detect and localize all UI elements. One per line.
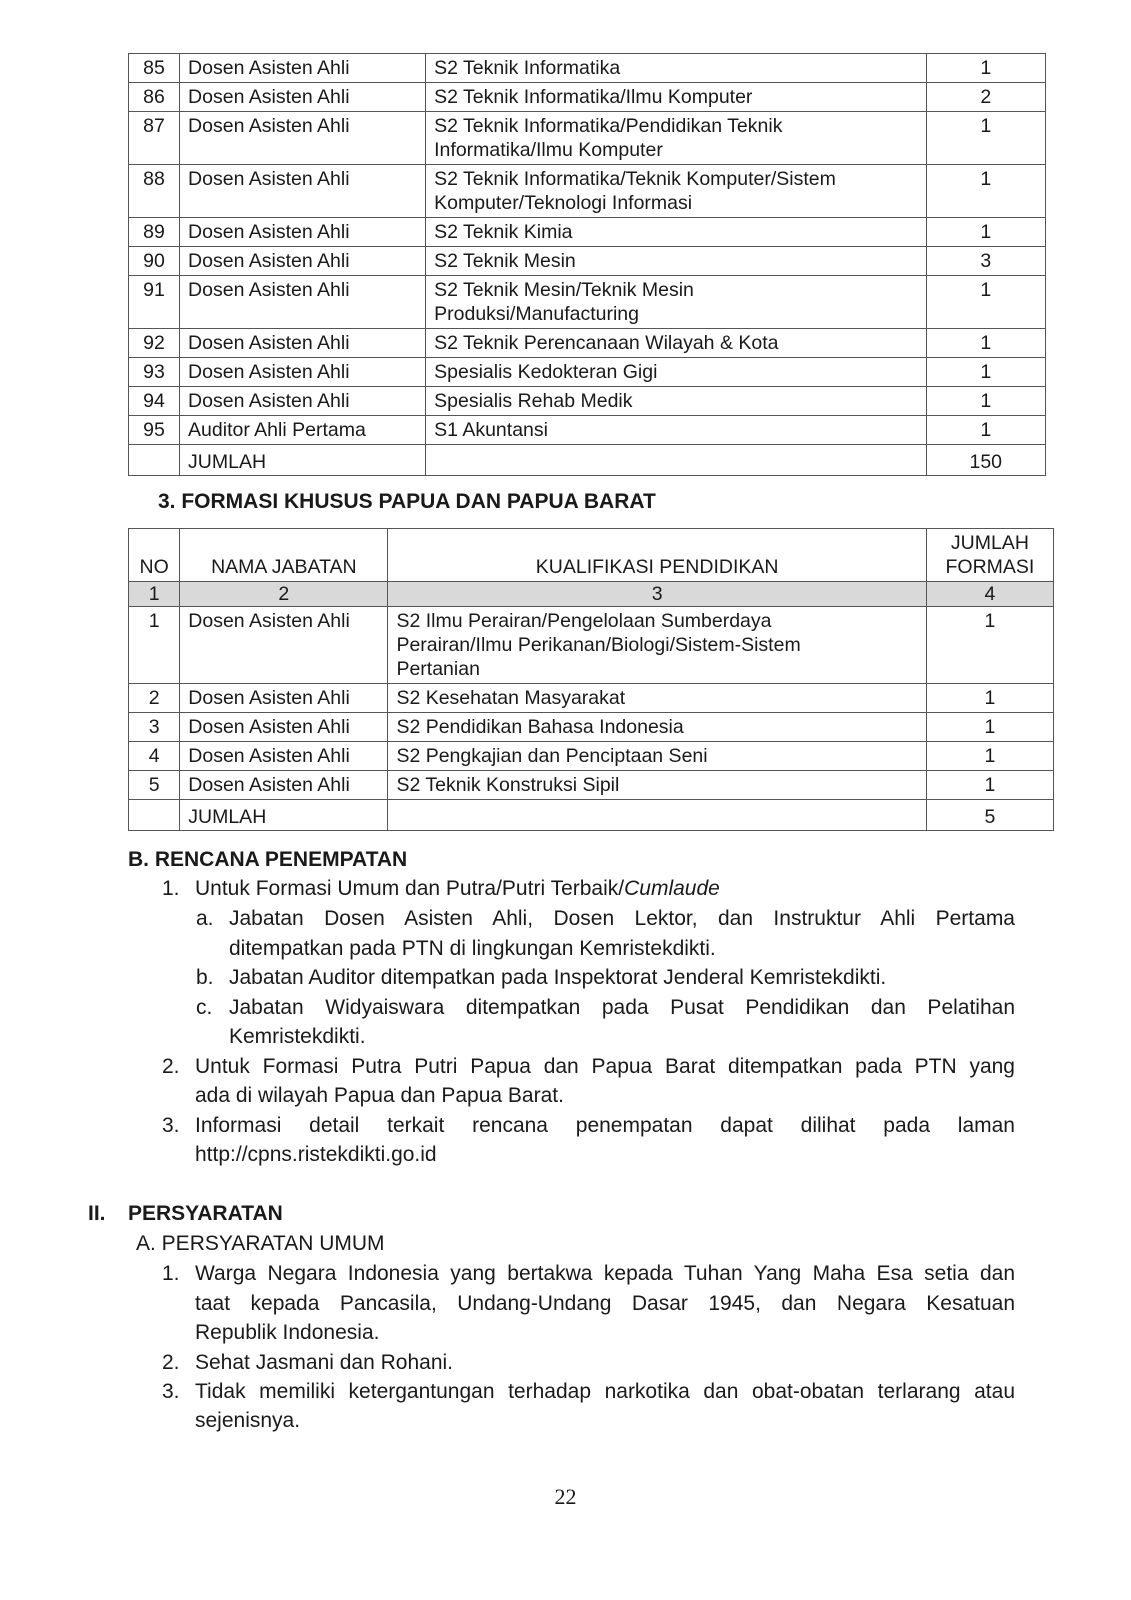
row-jabatan: Dosen Asisten Ahli — [180, 684, 388, 713]
total-value: 5 — [926, 800, 1053, 831]
row-jumlah: 1 — [926, 276, 1046, 329]
kualifikasi-line: S2 Teknik Mesin — [434, 250, 576, 272]
row-kualifikasi — [426, 276, 926, 329]
row-jabatan: Auditor Ahli Pertama — [180, 416, 426, 445]
table-row — [129, 83, 1046, 112]
row-jumlah: 1 — [926, 416, 1046, 445]
header-no: NO — [129, 529, 180, 582]
row-jabatan: Dosen Asisten Ahli — [180, 276, 426, 329]
row-kualifikasi — [388, 684, 926, 713]
page-number: 22 — [554, 1484, 577, 1509]
column-number: 2 — [180, 582, 388, 607]
placement-item-3-url: http://cpns.ristekdikti.go.id — [195, 1143, 437, 1166]
total-empty-cell — [426, 445, 926, 476]
section-3-title: 3. FORMASI KHUSUS PAPUA DAN PAPUA BARAT — [158, 490, 656, 513]
sub-item-b: Jabatan Auditor ditempatkan pada Inspektorat Jenderal Kemristekdikti. — [229, 966, 887, 989]
row-number: 88 — [129, 165, 180, 218]
row-jabatan: Dosen Asisten Ahli — [180, 607, 388, 684]
total-no-cell — [129, 445, 180, 476]
section-ii-heading: PERSYARATAN — [128, 1202, 283, 1225]
table-row — [129, 276, 1046, 329]
column-number: 3 — [388, 582, 926, 607]
row-jabatan: Dosen Asisten Ahli — [180, 713, 388, 742]
table-row — [129, 165, 1046, 218]
row-kualifikasi — [426, 83, 926, 112]
list-number: 1. — [162, 1262, 180, 1285]
column-number-row — [129, 582, 1054, 607]
total-label: JUMLAH — [180, 800, 388, 831]
row-jumlah: 1 — [926, 387, 1046, 416]
row-jumlah: 1 — [926, 742, 1053, 771]
row-jumlah: 1 — [926, 713, 1053, 742]
row-number: 5 — [129, 771, 180, 800]
row-kualifikasi — [426, 387, 926, 416]
total-row — [129, 445, 1046, 476]
kualifikasi-line: S2 Pengkajian dan Penciptaan Seni — [396, 745, 708, 767]
formation-table-continued — [128, 53, 1046, 476]
requirement-3-line1: Tidak memiliki ketergantungan terhadap narkotika dan obat-obatan terlarang atau — [195, 1380, 1015, 1403]
placement-item-1-italic: Cumlaude — [624, 877, 720, 900]
row-number: 94 — [129, 387, 180, 416]
row-kualifikasi — [388, 607, 926, 684]
kualifikasi-line: S2 Teknik Kimia — [434, 221, 573, 243]
row-jabatan: Dosen Asisten Ahli — [180, 742, 388, 771]
row-number: 85 — [129, 54, 180, 83]
row-kualifikasi — [426, 218, 926, 247]
header-jumlah-line2: FORMASI — [945, 556, 1035, 578]
row-jumlah: 1 — [926, 329, 1046, 358]
row-jabatan: Dosen Asisten Ahli — [180, 83, 426, 112]
row-jumlah: 1 — [926, 165, 1046, 218]
papua-formation-table — [128, 528, 1054, 831]
row-jumlah: 2 — [926, 83, 1046, 112]
kualifikasi-line: S2 Kesehatan Masyarakat — [396, 687, 626, 709]
kualifikasi-line: S2 Ilmu Perairan/Pengelolaan Sumberdaya — [396, 610, 772, 632]
row-kualifikasi — [388, 742, 926, 771]
row-jumlah: 1 — [926, 218, 1046, 247]
requirement-1-line2: taat kepada Pancasila, Undang-Undang Dasar 1945, dan Negara Kesatuan — [195, 1292, 1015, 1315]
list-number: 2. — [162, 1055, 180, 1078]
placement-item-3-line1: Informasi detail terkait rencana penempatan dapat dilihat pada laman — [195, 1114, 1015, 1137]
row-jabatan: Dosen Asisten Ahli — [180, 165, 426, 218]
row-number: 89 — [129, 218, 180, 247]
kualifikasi-line: S1 Akuntansi — [434, 419, 548, 441]
row-jumlah: 1 — [926, 771, 1053, 800]
requirement-1-line3: Republik Indonesia. — [195, 1321, 380, 1344]
row-number: 92 — [129, 329, 180, 358]
requirement-1-line1: Warga Negara Indonesia yang bertakwa kepada Tuhan Yang Maha Esa setia dan — [195, 1262, 1015, 1285]
section-a-subheading: A. PERSYARATAN UMUM — [136, 1232, 385, 1255]
row-jabatan: Dosen Asisten Ahli — [180, 771, 388, 800]
row-kualifikasi — [426, 416, 926, 445]
table-row — [129, 329, 1046, 358]
row-number: 90 — [129, 247, 180, 276]
table-row — [129, 387, 1046, 416]
placement-item-1 — [195, 874, 720, 904]
total-label: JUMLAH — [180, 445, 426, 476]
column-number: 1 — [129, 582, 180, 607]
row-jumlah: 1 — [926, 607, 1053, 684]
row-jumlah: 1 — [926, 684, 1053, 713]
section-b-heading: B. RENCANA PENEMPATAN — [128, 848, 408, 871]
header-jabatan: NAMA JABATAN — [180, 529, 388, 582]
row-number: 4 — [129, 742, 180, 771]
section-ii-numeral: II. — [88, 1202, 106, 1225]
kualifikasi-line: Informatika/Ilmu Komputer — [434, 139, 663, 161]
table-row — [129, 54, 1046, 83]
row-kualifikasi — [388, 713, 926, 742]
list-number: 3. — [162, 1114, 180, 1137]
kualifikasi-line: Spesialis Kedokteran Gigi — [434, 361, 658, 383]
row-jumlah: 1 — [926, 358, 1046, 387]
table-row — [129, 416, 1046, 445]
placement-item-2-line2: ada di wilayah Papua dan Papua Barat. — [195, 1084, 564, 1107]
placement-item-1-text: Untuk Formasi Umum dan Putra/Putri Terbaik/ — [195, 877, 625, 900]
table-row — [129, 247, 1046, 276]
table-row — [129, 684, 1054, 713]
list-letter: b. — [196, 966, 214, 989]
table-row — [129, 607, 1054, 684]
list-letter: c. — [196, 996, 213, 1019]
kualifikasi-line: S2 Pendidikan Bahasa Indonesia — [396, 716, 684, 738]
kualifikasi-line: S2 Teknik Mesin/Teknik Mesin — [434, 279, 694, 301]
table-row — [129, 713, 1054, 742]
total-row — [129, 800, 1054, 831]
row-number: 91 — [129, 276, 180, 329]
row-kualifikasi — [426, 247, 926, 276]
row-jumlah: 1 — [926, 112, 1046, 165]
sub-item-a-line1: Jabatan Dosen Asisten Ahli, Dosen Lektor, dan Instruktur Ahli Pertama — [229, 907, 1015, 930]
row-number: 93 — [129, 358, 180, 387]
total-no-cell — [129, 800, 180, 831]
row-jabatan: Dosen Asisten Ahli — [180, 112, 426, 165]
header-kualifikasi: KUALIFIKASI PENDIDIKAN — [388, 529, 926, 582]
total-value: 150 — [926, 445, 1046, 476]
row-jabatan: Dosen Asisten Ahli — [180, 358, 426, 387]
row-kualifikasi — [426, 112, 926, 165]
row-kualifikasi — [426, 358, 926, 387]
kualifikasi-line: Produksi/Manufacturing — [434, 303, 639, 325]
row-kualifikasi — [426, 54, 926, 83]
row-number: 87 — [129, 112, 180, 165]
table-row — [129, 112, 1046, 165]
row-jabatan: Dosen Asisten Ahli — [180, 218, 426, 247]
kualifikasi-line: S2 Teknik Informatika/Ilmu Komputer — [434, 86, 753, 108]
row-jabatan: Dosen Asisten Ahli — [180, 329, 426, 358]
list-number: 1. — [162, 877, 180, 900]
sub-item-a-line2: ditempatkan pada PTN di lingkungan Kemristekdikti. — [229, 937, 716, 960]
kualifikasi-line: Komputer/Teknologi Informasi — [434, 192, 693, 214]
row-jumlah: 1 — [926, 54, 1046, 83]
row-kualifikasi — [426, 329, 926, 358]
kualifikasi-line: S2 Teknik Konstruksi Sipil — [396, 774, 620, 796]
kualifikasi-line: Perairan/Ilmu Perikanan/Biologi/Sistem-Sistem — [396, 634, 801, 656]
row-number: 2 — [129, 684, 180, 713]
list-number: 3. — [162, 1380, 180, 1403]
table-row — [129, 742, 1054, 771]
row-jabatan: Dosen Asisten Ahli — [180, 387, 426, 416]
placement-item-2-line1: Untuk Formasi Putra Putri Papua dan Papua Barat ditempatkan pada PTN yang — [195, 1055, 1015, 1078]
kualifikasi-line: S2 Teknik Informatika — [434, 57, 621, 79]
row-kualifikasi — [426, 165, 926, 218]
requirement-2: Sehat Jasmani dan Rohani. — [195, 1351, 453, 1374]
sub-item-c-line1: Jabatan Widyaiswara ditempatkan pada Pusat Pendidikan dan Pelatihan — [229, 996, 1015, 1019]
kualifikasi-line: Spesialis Rehab Medik — [434, 390, 633, 412]
kualifikasi-line: S2 Teknik Informatika/Pendidikan Teknik — [434, 115, 783, 137]
row-jumlah: 3 — [926, 247, 1046, 276]
total-empty-cell — [388, 800, 926, 831]
row-jabatan: Dosen Asisten Ahli — [180, 54, 426, 83]
row-jabatan: Dosen Asisten Ahli — [180, 247, 426, 276]
list-letter: a. — [196, 907, 214, 930]
kualifikasi-line: S2 Teknik Informatika/Teknik Komputer/Sistem — [434, 168, 836, 190]
header-jumlah — [926, 529, 1053, 582]
table-row — [129, 771, 1054, 800]
table-row — [129, 358, 1046, 387]
formation-table-body — [129, 54, 1046, 445]
kualifikasi-line: S2 Teknik Perencanaan Wilayah & Kota — [434, 332, 779, 354]
column-number: 4 — [926, 582, 1053, 607]
row-number: 95 — [129, 416, 180, 445]
papua-table-body — [129, 607, 1054, 800]
kualifikasi-line: Pertanian — [396, 658, 480, 680]
row-number: 1 — [129, 607, 180, 684]
table-row — [129, 218, 1046, 247]
header-jumlah-line1: JUMLAH — [950, 532, 1029, 554]
requirement-3-line2: sejenisnya. — [195, 1409, 301, 1432]
row-number: 86 — [129, 83, 180, 112]
row-kualifikasi — [388, 771, 926, 800]
list-number: 2. — [162, 1351, 180, 1374]
header-row — [129, 529, 1054, 582]
row-number: 3 — [129, 713, 180, 742]
sub-item-c-line2: Kemristekdikti. — [229, 1025, 366, 1048]
